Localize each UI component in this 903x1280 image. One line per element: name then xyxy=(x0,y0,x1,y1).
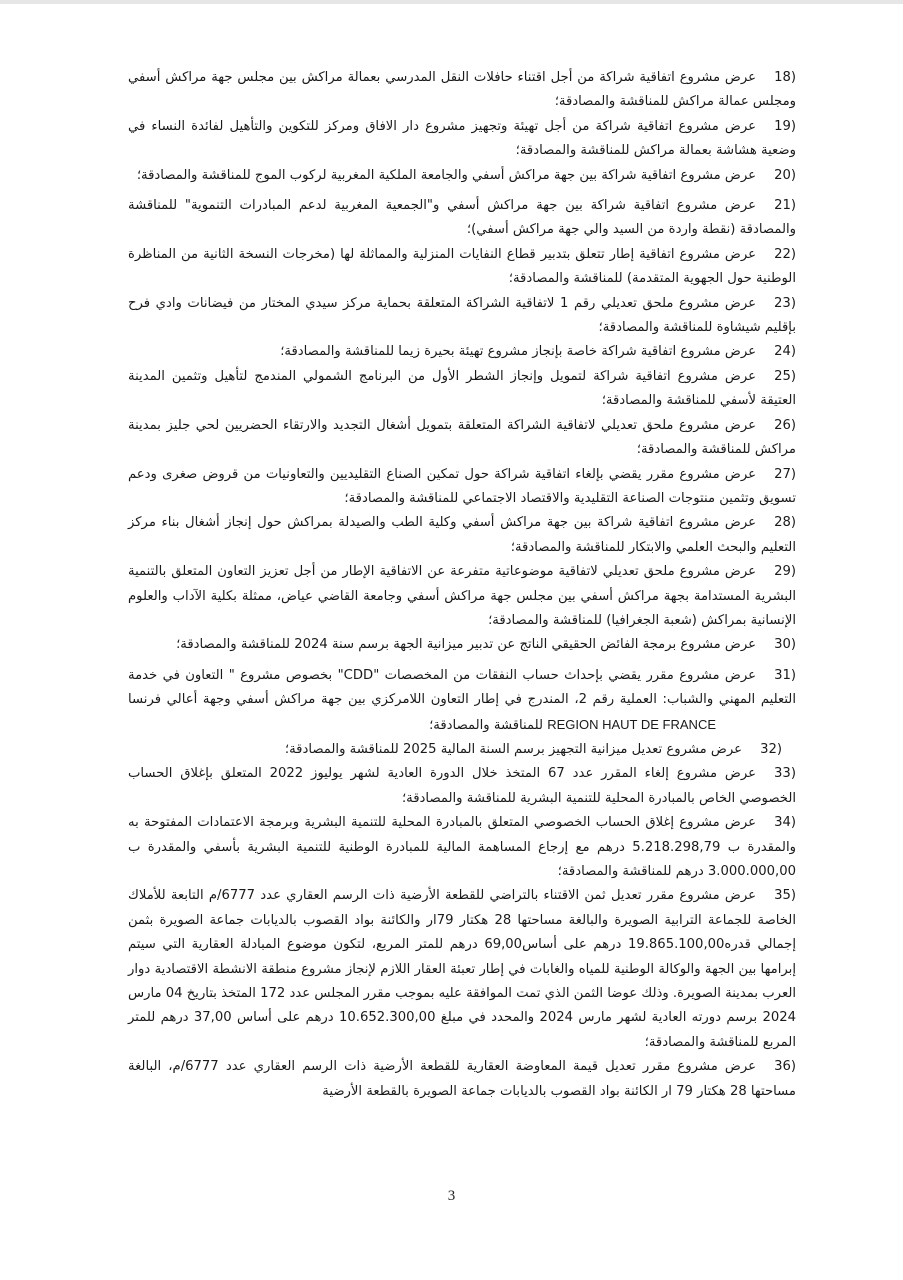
item-text: عرض مشروع اتفاقية شراكة لتمويل وإنجاز الشطر الأول من البرنامج الشمولي المندمج لتأهيل وتثمين المدينة العتيقة لأسفي للمناقشة والمصادقة؛ xyxy=(128,368,796,409)
agenda-item-18 xyxy=(128,66,796,115)
item-text: عرض مشروع تعديل ميزانية التجهيز برسم السنة المالية 2025 للمناقشة والمصادقة؛ xyxy=(284,741,742,757)
document-page xyxy=(128,66,796,1104)
item-text: عرض مشروع برمجة الفائض الحقيقي الناتج عن تدبير ميزانية الجهة برسم سنة 2024 للمناقشة والمصادقة؛ xyxy=(176,637,756,653)
item-number: 27) xyxy=(774,466,796,482)
item-number: 31) xyxy=(774,667,796,683)
item-number: 30) xyxy=(774,637,796,653)
item-number: 35) xyxy=(774,888,796,904)
item-number: 21) xyxy=(774,198,796,214)
agenda-item-25 xyxy=(128,365,796,414)
item-text: عرض مشروع اتفاقية شراكة بين جهة مراكش أسفي والجامعة الملكية المغربية لركوب الموج للمناقشة والمصادقة؛ xyxy=(136,167,756,183)
agenda-item-20 xyxy=(128,164,796,188)
agenda-item-26 xyxy=(128,414,796,463)
agenda-item-29 xyxy=(128,560,796,633)
agenda-item-34 xyxy=(128,811,796,884)
item-text: عرض مشروع ملحق تعديلي لاتفاقية موضوعاتية متفرعة عن الاتفاقية الإطار من أجل تعزيز التعاون المتعلق بالتنمية البشرية المستدامة بجهة مراكش أسفي بين مجلس جهة مراكش أسفي وجامعة القاضي عياض، ممثلة بكلية الآداب والعلوم الإنسانية بمراكش (شعبة الجغرافيا) للمناقشة والمصادقة؛ xyxy=(128,564,796,628)
agenda-item-24 xyxy=(128,340,796,364)
agenda-item-23 xyxy=(128,292,796,341)
agenda-item-35 xyxy=(128,884,796,1055)
item-number: 23) xyxy=(774,295,796,311)
agenda-item-28 xyxy=(128,511,796,560)
item-number: 25) xyxy=(774,368,796,384)
agenda-item-22 xyxy=(128,243,796,292)
item-number: 28) xyxy=(774,515,796,531)
item-text: عرض مشروع اتفاقية شراكة خاصة بإنجاز مشروع تهيئة بحيرة زيما للمناقشة والمصادقة؛ xyxy=(280,344,756,360)
agenda-item-30 xyxy=(128,633,796,657)
item-text: عرض مشروع اتفاقية شراكة بين جهة مراكش أسفي و"الجمعية المغربية لدعم المبادرات التنموية" للمناقشة والمصادقة (نقطة واردة من السيد والي جهة مراكش أسفي)؛ xyxy=(128,198,796,238)
item-text: عرض مشروع اتفاقية شراكة من أجل تهيئة وتجهيز مشروع دار الافاق ومركز للتكوين والتأهيل لفائدة النساء في وضعية هشاشة بعمالة مراكش للمناقشة والمصادقة؛ xyxy=(128,118,796,159)
item-number: 18) xyxy=(774,70,796,85)
item-text: عرض مشروع اتفاقية شراكة بين جهة مراكش أسفي وكلية الطب والصيدلة بمراكش حول إنجاز أشغال بناء مركز التعليم والبحث العلمي والابتكار للمناقشة والمصادقة؛ xyxy=(128,515,796,555)
item-number: 19) xyxy=(774,118,796,134)
agenda-item-33 xyxy=(128,762,796,811)
item-text: عرض مشروع مقرر تعديل ثمن الاقتناء بالتراضي للقطعة الأرضية ذات الرسم العقاري عدد 6777/م التابعة للأملاك الخاصة للجماعة الترابية الصويرة والبالغة مساحتها 28 هكتار 79ار والكائنة بواد القصوب بالديابات جماعة الصويرة بثمن إجمالي قدره19.865.100,00 درهم على أساس69,00 درهم للمتر المربع، لتكون موضوع المبادلة العقارية التي سيتم إبرامها بين الجهة والوكالة الوطنية للمياه والغابات في إطار تعبئة العقار اللازم لإنجاز مشروع منطقة الانشطة الاقتصادية دوار العرب بمدينة الصويرة. وذلك عوضا الثمن الذي تمت الموافقة عليه بموجب مقرر المجلس عدد 172 المتخذ بتاريخ 04 مارس 2024 برسم دورته العادية لشهر مارس 2024 والمحدد في مبلغ 10.652.300,00 درهم على أساس 37,00 درهم للمتر المربع للمناقشة والمصادقة؛ xyxy=(128,888,797,1050)
item-text: عرض مشروع ملحق تعديلي رقم 1 لاتفاقية الشراكة المتعلقة بحماية مركز سيدي المختار من فيضانات وادي فرح بإقليم شيشاوة للمناقشة والمصادقة؛ xyxy=(128,295,796,336)
agenda-item-21 xyxy=(128,194,796,243)
agenda-item-19 xyxy=(128,115,796,164)
item-number: 20) xyxy=(774,167,796,183)
agenda-item-27 xyxy=(128,463,796,512)
item-text: عرض مشروع اتفاقية شراكة من أجل اقتناء حافلات النقل المدرسي بعمالة مراكش بين مجلس جهة مراكش أسفي ومجلس عمالة مراكش للمناقشة والمصادقة؛ xyxy=(128,70,796,110)
item-number: 33) xyxy=(774,766,796,782)
item-text-latin: REGION HAUT DE FRANCE xyxy=(547,716,716,732)
agenda-item-32 xyxy=(128,738,796,762)
item-text: عرض مشروع إغلاق الحساب الخصوصي المتعلق بالمبادرة المحلية للتنمية البشرية وبرمجة الاعتمادات المفتوحة به والمقدرة ب 5.218.298,79 درهم مع إرجاع المساهمة المالية للمبادرة الوطنية للتنمية البشرية بأسفي والمقدرة ب 3.000.000,00 درهم للمناقشة والمصادقة؛ xyxy=(128,815,796,879)
agenda-item-31 xyxy=(128,664,796,738)
item-text: عرض مشروع ملحق تعديلي لاتفاقية الشراكة المتعلقة بتمويل أشغال التجديد والارتقاء الحضريين لحي جليز بمدينة مراكش للمناقشة والمصادقة؛ xyxy=(128,417,796,458)
item-number: 32) xyxy=(760,741,782,757)
page-number: 3 xyxy=(447,1188,456,1204)
item-text: عرض مشروع مقرر تعديل قيمة المعاوضة العقارية للقطعة الأرضية ذات الرسم العقاري عدد 6777/م، البالغة مساحتها 28 هكتار 79 ار الكائنة بواد القصوب بالديابات جماعة الصويرة بالقطعة الأرضية xyxy=(128,1059,796,1099)
item-text: عرض مشروع مقرر يقضي بإلغاء اتفاقية شراكة حول تمكين الصناع التقليديين والتعاونيات من قروض صغرى ودعم تسويق وتثمين منتوجات الصناعة التقليدية والاقتصاد الاجتماعي للمناقشة والمصادقة؛ xyxy=(128,466,796,506)
item-number: 22) xyxy=(774,246,796,262)
item-number: 36) xyxy=(774,1059,796,1075)
item-number: 29) xyxy=(774,564,796,580)
top-edge-bar xyxy=(0,0,903,4)
item-number: 24) xyxy=(774,344,796,360)
item-number: 26) xyxy=(774,417,796,433)
agenda-item-36 xyxy=(128,1055,796,1104)
item-number: 34) xyxy=(774,815,796,831)
item-text: عرض مشروع اتفاقية إطار تتعلق بتدبير قطاع النفايات المنزلية والمماثلة لها (مخرجات النسخة الثانية من المناظرة الوطنية حول الجهوية المتقدمة) للمناقشة والمصادقة؛ xyxy=(128,246,796,287)
item-text: للمناقشة والمصادقة؛ xyxy=(429,717,544,733)
item-text: عرض مشروع إلغاء المقرر عدد 67 المتخذ خلال الدورة العادية لشهر يوليوز 2022 المتعلق بإغلاق الحساب الخصوصي الخاص بالمبادرة المحلية للتنمية البشرية للمناقشة والمصادقة؛ xyxy=(128,766,796,806)
item-text: عرض مشروع مقرر يقضي بإحداث حساب النفقات من المخصصات "CDD" بخصوص مشروع " التعاون في خدمة التعليم المهني والشباب: العملية رقم 2، المندرج في إطار التعاون اللامركزي بين جهة مراكش أسفي وجهة أعالي فرنسا xyxy=(128,667,796,708)
